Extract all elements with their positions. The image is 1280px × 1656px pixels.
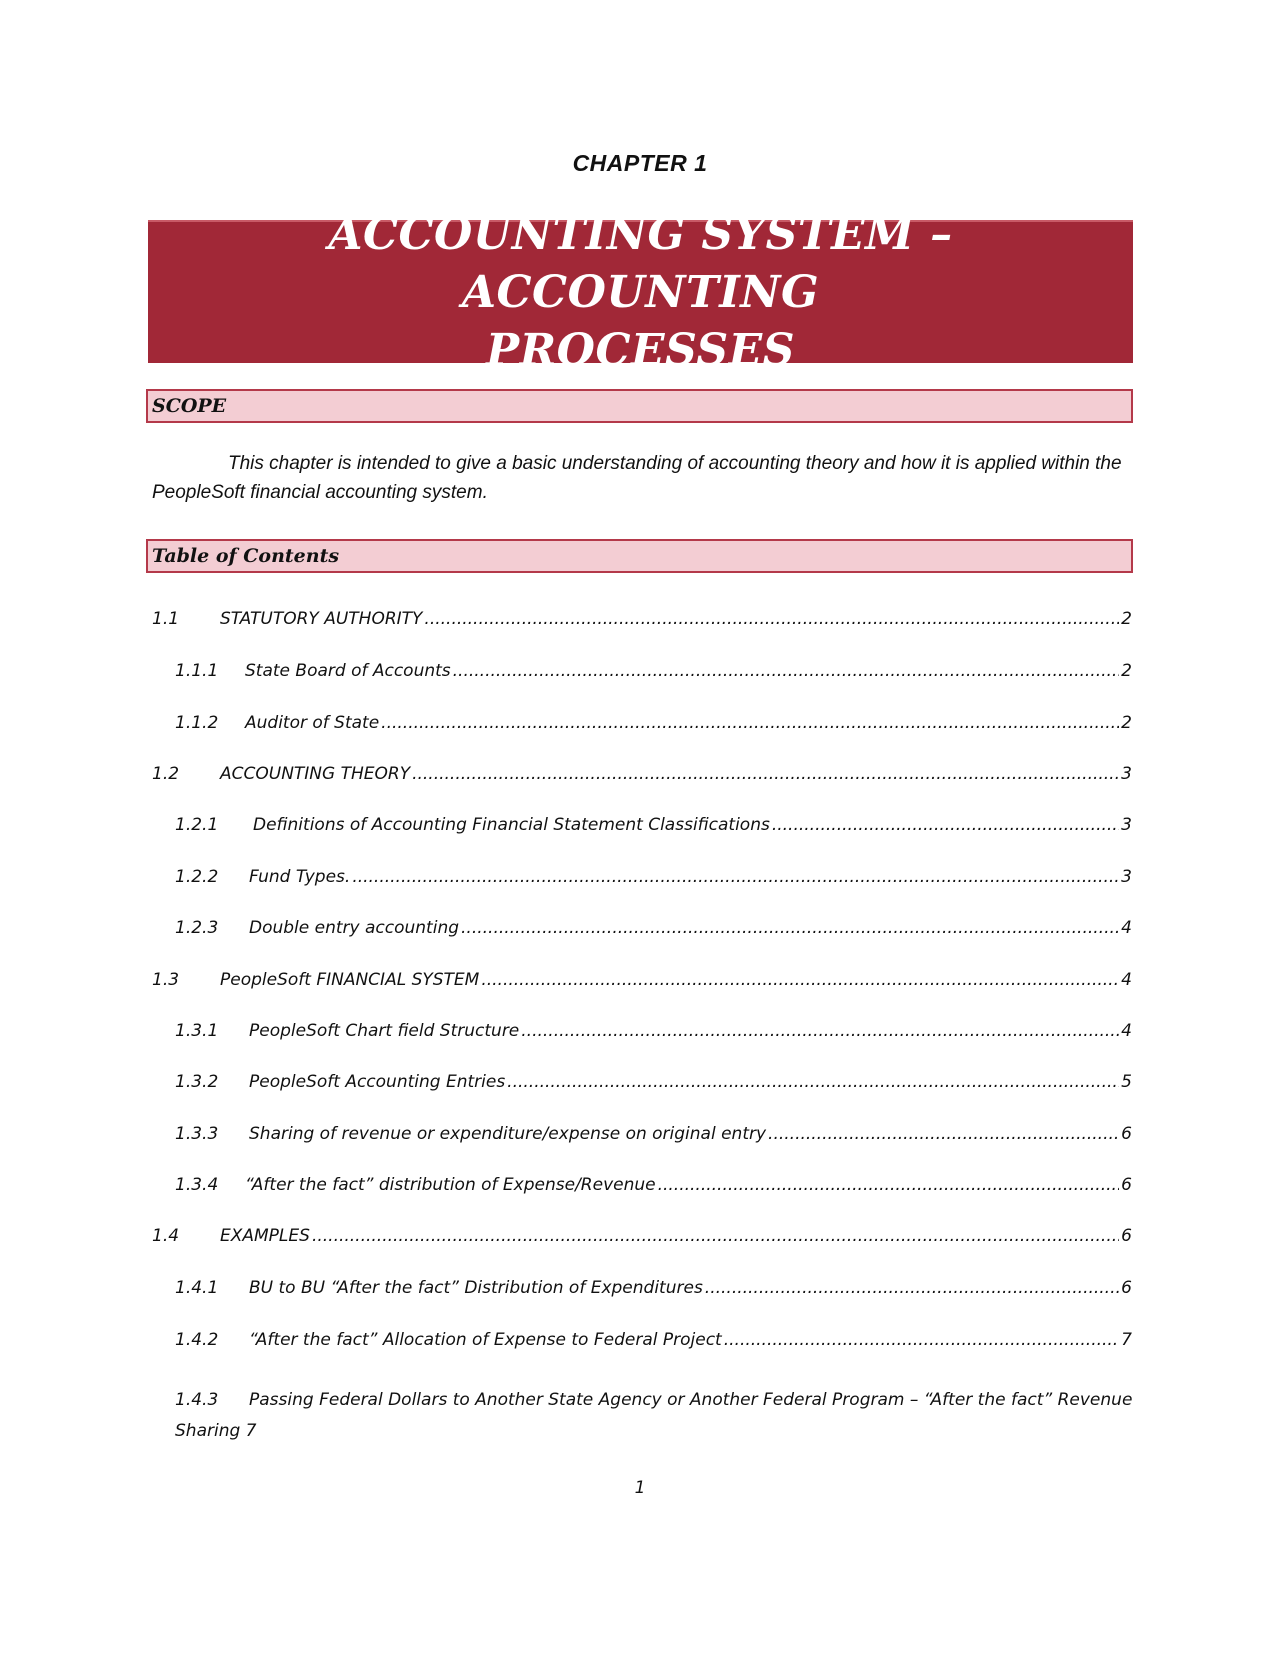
toc-entry-page: 2 <box>1121 713 1132 733</box>
toc-entry-title: Definitions of Accounting Financial Statement Classifications <box>253 815 770 835</box>
toc-entry[interactable] <box>175 1330 1132 1350</box>
toc-entry-number: 1.2.2 <box>175 867 219 887</box>
toc-entry-page: 3 <box>1121 764 1132 784</box>
toc-entry[interactable] <box>175 1175 1132 1195</box>
toc-entry-title: ACCOUNTING THEORY <box>220 764 411 784</box>
toc-leader-dots <box>461 918 1119 938</box>
toc-leader-dots <box>453 661 1120 681</box>
toc-entry-page: 4 <box>1121 1021 1132 1041</box>
toc-entry-number: 1.2.3 <box>175 918 219 938</box>
toc-entry-title: “After the fact” Allocation of Expense to Federal Project <box>249 1330 722 1350</box>
toc-entry-title: “After the fact” distribution of Expense/Revenue <box>245 1175 656 1195</box>
toc-entry-title: STATUTORY AUTHORITY <box>220 609 423 629</box>
toc-leader-dots <box>381 713 1119 733</box>
toc-leader-dots <box>312 1226 1119 1246</box>
toc-entry-title: BU to BU “After the fact” Distribution of Expenditures <box>249 1278 703 1298</box>
toc-entry-title: Passing Federal Dollars to Another State Agency or Another Federal Program – “After the fact” Revenue Sharing 7 <box>175 1390 1133 1441</box>
toc-entry-number: 1.1.1 <box>175 661 219 681</box>
toc-entry-page: 2 <box>1121 609 1132 629</box>
toc-entry-number: 1.1 <box>152 609 180 629</box>
toc-leader-dots <box>424 609 1119 629</box>
chapter-label: CHAPTER 1 <box>572 150 708 176</box>
toc-leader-dots <box>705 1278 1119 1298</box>
toc-entry[interactable] <box>152 764 1132 784</box>
toc-entry-number: 1.3.3 <box>175 1124 219 1144</box>
toc-entry-number: 1.3 <box>152 970 180 990</box>
scope-paragraph <box>152 449 1132 507</box>
toc-entry-title: Fund Types. <box>249 867 351 887</box>
toc-entry-number: 1.4.2 <box>175 1330 219 1350</box>
toc-entry[interactable] <box>175 661 1132 681</box>
toc-entry-page: 6 <box>1121 1226 1132 1246</box>
toc-entry[interactable] <box>152 609 1132 629</box>
toc-entry-page: 4 <box>1121 970 1132 990</box>
toc-entry-page: 6 <box>1121 1278 1132 1298</box>
toc-entry-title: PeopleSoft Chart field Structure <box>249 1021 520 1041</box>
toc-entry-page: 3 <box>1121 867 1132 887</box>
toc-entry[interactable] <box>175 815 1132 835</box>
toc-leader-dots <box>772 815 1119 835</box>
toc-entry-title: Auditor of State <box>245 713 380 733</box>
toc-entry-number: 1.2.1 <box>175 815 219 835</box>
toc-entry-page: 4 <box>1121 918 1132 938</box>
toc-entry[interactable] <box>152 1226 1132 1246</box>
toc-leader-dots <box>481 970 1119 990</box>
toc-entry-number: 1.2 <box>152 764 180 784</box>
toc-entry-number: 1.3.2 <box>175 1072 219 1092</box>
toc-entry-page: 6 <box>1121 1175 1132 1195</box>
chapter-title-line-1: ACCOUNTING SYSTEM – ACCOUNTING <box>328 208 953 318</box>
toc-leader-dots <box>724 1330 1119 1350</box>
toc-entry-page: 6 <box>1121 1124 1132 1144</box>
toc-entry[interactable] <box>175 867 1132 887</box>
toc-leader-dots <box>412 764 1119 784</box>
toc-leader-dots <box>658 1175 1120 1195</box>
toc-entry-title: PeopleSoft Accounting Entries <box>249 1072 506 1092</box>
scope-heading-bar <box>146 389 1133 423</box>
toc-entry-page: 7 <box>1121 1330 1132 1350</box>
toc-entry[interactable] <box>152 970 1132 990</box>
toc-entry[interactable] <box>175 918 1132 938</box>
toc-entry-page: 5 <box>1121 1072 1132 1092</box>
toc-heading-bar <box>146 539 1133 573</box>
toc-entry-title: PeopleSoft FINANCIAL SYSTEM <box>220 970 480 990</box>
toc-entry[interactable] <box>175 1278 1132 1298</box>
chapter-title <box>148 206 1133 380</box>
toc-entry-number: 1.4.3 <box>175 1390 219 1410</box>
toc-entry[interactable] <box>175 1021 1132 1041</box>
scope-text: This chapter is intended to give a basic understanding of accounting theory and how it is applied within the PeopleSoft financial accounting system. <box>152 453 1122 503</box>
toc-entry-title: State Board of Accounts <box>245 661 451 681</box>
toc-entry-page: 3 <box>1121 815 1132 835</box>
toc-heading: Table of Contents <box>152 545 340 567</box>
toc-entry-number: 1.3.4 <box>175 1175 219 1195</box>
toc-entry-number: 1.4 <box>152 1226 180 1246</box>
toc-leader-dots <box>352 867 1119 887</box>
toc-entry-number: 1.3.1 <box>175 1021 219 1041</box>
page-number: 1 <box>634 1478 646 1498</box>
toc-entry-title: EXAMPLES <box>220 1226 310 1246</box>
toc-entry-title: Double entry accounting <box>249 918 460 938</box>
toc-leader-dots <box>507 1072 1119 1092</box>
toc-entry-page: 2 <box>1121 661 1132 681</box>
toc-leader-dots <box>768 1124 1119 1144</box>
chapter-title-line-2: PROCESSES <box>486 324 795 376</box>
toc-entry[interactable] <box>175 1072 1132 1092</box>
toc-entry-number: 1.1.2 <box>175 713 219 733</box>
toc-entry[interactable] <box>175 1124 1132 1144</box>
toc-entry[interactable] <box>175 713 1132 733</box>
toc-entry-number: 1.4.1 <box>175 1278 219 1298</box>
toc-entry-title: Sharing of revenue or expenditure/expense on original entry <box>249 1124 767 1144</box>
toc-entry[interactable] <box>175 1385 1135 1447</box>
chapter-title-banner <box>148 208 1133 376</box>
toc-leader-dots <box>521 1021 1119 1041</box>
scope-heading: SCOPE <box>152 395 227 417</box>
